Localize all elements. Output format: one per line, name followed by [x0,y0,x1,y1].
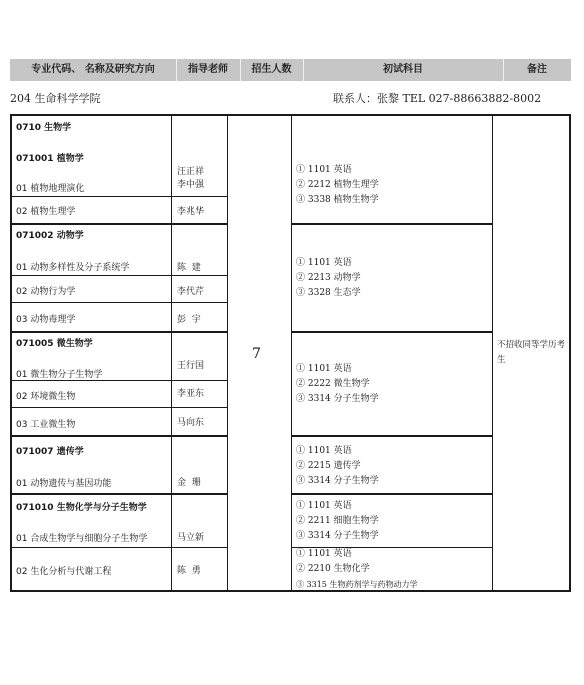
tutor-name: 马向东 [177,418,205,428]
enrollment-count: 7 [252,346,261,362]
group-divider [291,435,492,437]
research-direction: 01 动物多样性及分子系统学 [16,263,130,273]
major-label: 071005 微生物学 [16,339,93,349]
group-divider [12,493,227,495]
research-direction: 01 植物地理演化 [16,184,85,194]
exam-subject: ① 1101 英语 [296,501,352,511]
group-divider [291,331,492,333]
tutor-name: 李亚东 [177,389,205,399]
exam-group [296,499,379,544]
major-label: 071002 动物学 [16,231,84,241]
exam-group [296,256,361,301]
col-divider [227,116,228,590]
exam-subject: ③ 3328 生态学 [296,288,361,298]
note-text: 不招收同等学历考生 [497,340,566,365]
group-divider [12,223,227,225]
group-divider [12,435,227,437]
exam-subject: ① 1101 英语 [296,364,352,374]
col-divider [291,116,292,590]
exam-subject: ③ 3314 分子生物学 [296,531,379,541]
group-divider [291,493,492,495]
research-direction: 02 植物生理学 [16,207,76,217]
header-major: 专业代码、 名称及研究方向 [31,64,155,75]
exam-subject: ③ 3315 生物药剂学与药物动力学 [296,580,418,589]
exam-subject: ② 2222 微生物学 [296,379,370,389]
exam-subject: ② 2213 动物学 [296,273,361,283]
header-note: 备注 [527,64,547,75]
row-divider [12,407,227,408]
exam-subject: ② 2211 细胞生物学 [296,516,379,526]
row-divider [12,302,227,303]
research-direction: 01 动物遗传与基因功能 [16,479,112,489]
major-label: 071007 遗传学 [16,447,84,457]
exam-group [296,547,417,592]
tutor-name: 金 珊 [177,478,201,488]
tutor-name: 李兆华 [177,207,205,217]
row-divider [12,196,227,197]
exam-subject: ③ 3314 分子生物学 [296,476,379,486]
department-name: 204 生命科学学院 [10,92,101,105]
exam-subject: ② 2210 生物化学 [296,564,370,574]
exam-subject: ① 1101 英语 [296,446,352,456]
tutor-name: 汪正祥 [177,167,205,177]
header-tutor: 指导老师 [188,64,228,75]
header-exam-subjects: 初试科目 [383,64,423,75]
col-divider [492,116,493,590]
header-enrollment: 招生人数 [251,64,292,75]
exam-group [296,444,379,489]
row-divider [12,547,227,548]
tutor-name: 王行国 [177,361,205,371]
group-divider [291,223,492,225]
department-contact: 联系人：张黎 TEL 027-88663882-8002 [333,92,542,105]
tutor-name: 彭 宇 [177,315,201,325]
tutor-name: 陈 勇 [177,566,201,576]
row-divider [12,275,227,276]
research-direction: 02 动物行为学 [16,287,76,297]
exam-group [296,163,379,208]
major-label: 071001 植物学 [16,154,84,164]
exam-group [296,362,379,407]
row-divider [12,380,227,381]
tutor-names [177,166,204,192]
col-divider [171,116,172,590]
tutor-name: 李代芹 [177,287,205,297]
group-divider [12,331,227,333]
department-line [10,90,571,106]
exam-subject: ① 1101 英语 [296,165,352,175]
exam-subject: ② 2212 植物生理学 [296,180,379,190]
tutor-name: 李中强 [177,180,205,190]
table-header [10,59,571,81]
exam-subject: ③ 3338 植物生物学 [296,195,379,205]
exam-subject: ② 2215 遗传学 [296,461,361,471]
research-direction: 03 工业微生物 [16,420,76,430]
research-direction: 01 合成生物学与细胞分子生物学 [16,534,148,544]
program-table [10,114,571,592]
major-label: 071010 生物化学与分子生物学 [16,503,147,513]
tutor-name: 陈 建 [177,263,201,273]
exam-subject: ③ 3314 分子生物学 [296,394,379,404]
tutor-name: 马立新 [177,533,205,543]
research-direction: 03 动物毒理学 [16,315,76,325]
research-direction: 01 微生物分子生物学 [16,370,103,380]
research-direction: 02 环境微生物 [16,392,76,402]
exam-subject: ① 1101 英语 [296,549,352,559]
exam-subject: ① 1101 英语 [296,258,352,268]
research-direction: 02 生化分析与代谢工程 [16,567,112,577]
discipline-label: 0710 生物学 [16,123,72,133]
